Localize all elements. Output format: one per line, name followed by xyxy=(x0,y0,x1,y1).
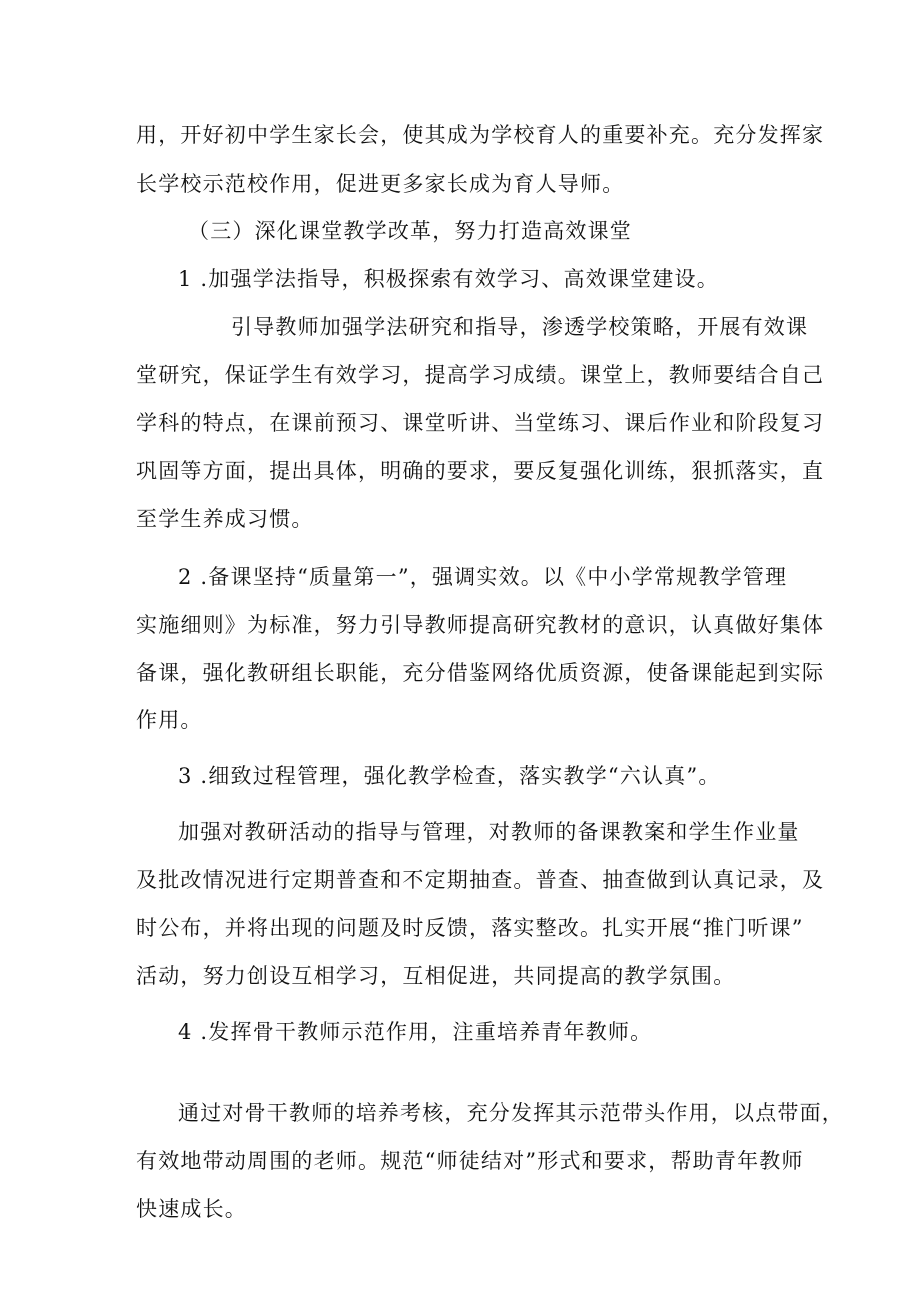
paragraph-line: 巩固等方面，提出具体，明确的要求，要反复强化训练，狠抓落实，直 xyxy=(136,459,825,483)
paragraph-line: 至学生养成习惯。 xyxy=(136,507,314,531)
paragraph-line: 时公布，并将出现的问题及时反馈，落实整改。扎实开展“推门听课” xyxy=(136,916,804,940)
paragraph-line: 长学校示范校作用，促进更多家长成为育人导师。 xyxy=(136,172,625,196)
paragraph-line: 引导教师加强学法研究和指导，渗透学校策略，开展有效课 xyxy=(231,315,809,339)
paragraph-line: 学科的特点，在课前预习、课堂听讲、当堂练习、课后作业和阶段复习 xyxy=(136,411,825,435)
paragraph-line: 有效地带动周围的老师。规范“师徒结对”形式和要求，帮助青年教师 xyxy=(136,1149,804,1173)
section-heading: （三）深化课堂教学改革，努力打造高效课堂 xyxy=(188,219,632,243)
subheading-2: 2 .备课坚持“质量第一”，强调实效。以《中小学常规教学管理 xyxy=(178,565,788,589)
paragraph-line: 快速成长。 xyxy=(136,1197,247,1221)
paragraph-line: 活动，努力创设互相学习，互相促进，共同提高的教学氛围。 xyxy=(136,964,736,988)
paragraph-line: 作用。 xyxy=(136,708,203,732)
subheading-4: 4 .发挥骨干教师示范作用，注重培养青年教师。 xyxy=(178,1020,653,1044)
subheading-3: 3 .细致过程管理，强化教学检查，落实教学“六认真”。 xyxy=(178,764,721,788)
paragraph-line: 加强对教研活动的指导与管理，对教师的备课教案和学生作业量 xyxy=(178,820,800,844)
paragraph-line: 堂研究，保证学生有效学习，提高学习成绩。课堂上，教师要结合自己 xyxy=(136,363,825,387)
paragraph-line: 通过对骨干教师的培养考核，充分发挥其示范带头作用，以点带面， xyxy=(178,1101,844,1125)
paragraph-line: 备课，强化教研组长职能，充分借鉴网络优质资源，使备课能起到实际 xyxy=(136,661,825,685)
paragraph-line: 及批改情况进行定期普查和不定期抽查。普查、抽查做到认真记录，及 xyxy=(136,868,825,892)
paragraph-line: 用，开好初中学生家长会，使其成为学校育人的重要补充。充分发挥家 xyxy=(136,123,825,147)
subheading-1: 1 .加强学法指导，积极探索有效学习、高效课堂建设。 xyxy=(178,267,719,291)
paragraph-line: 实施细则》为标准，努力引导教师提高研究教材的意识，认真做好集体 xyxy=(136,613,825,637)
